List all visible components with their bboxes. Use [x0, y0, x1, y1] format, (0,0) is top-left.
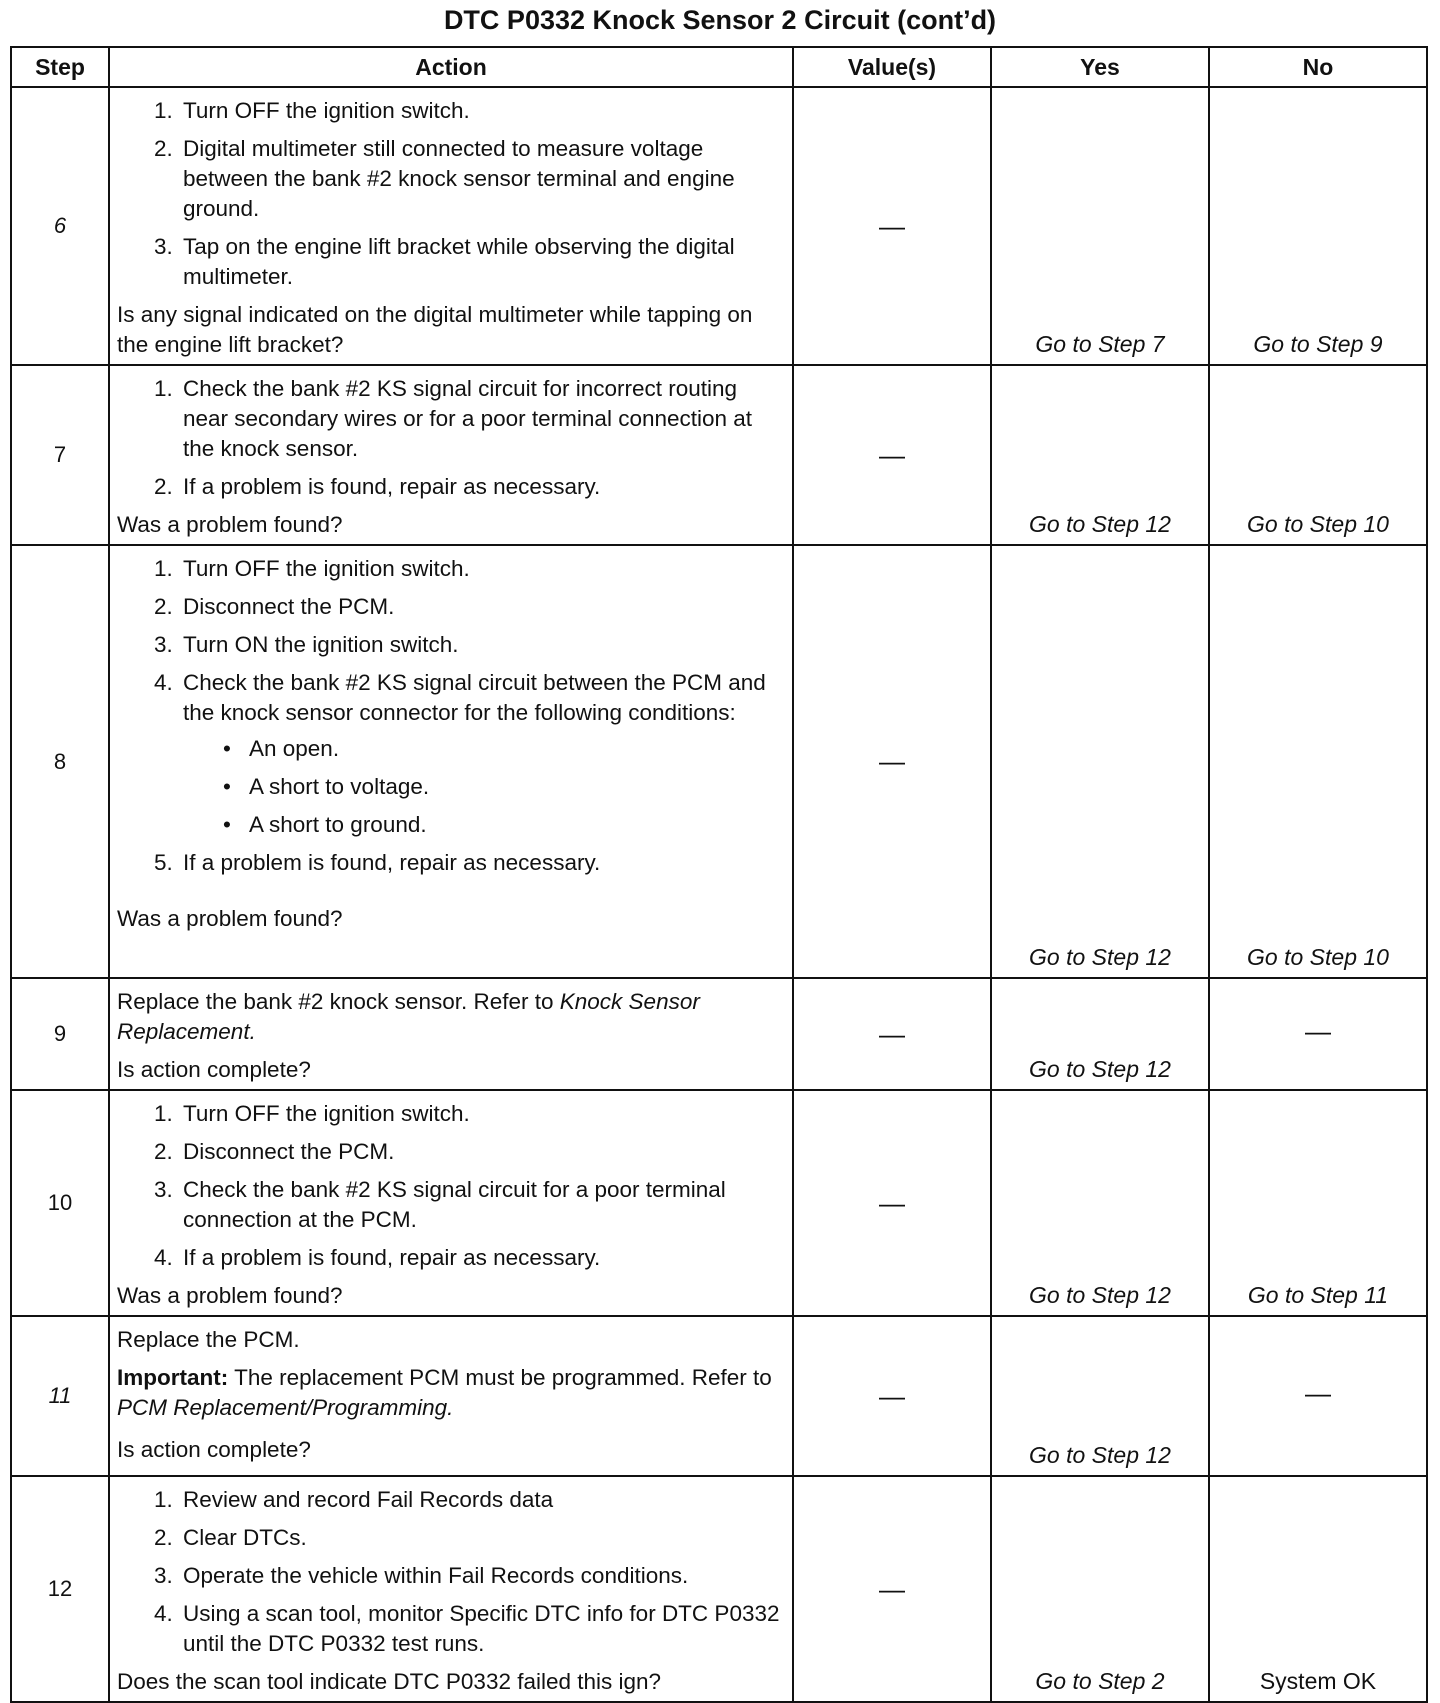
yes-result: Go to Step 12: [991, 978, 1209, 1090]
action-question: Is any signal indicated on the digital multimeter while tapping on the engine lift bracket?: [117, 302, 753, 357]
no-result: Go to Step 10: [1209, 365, 1427, 545]
action-item: 1. Turn OFF the ignition switch.: [179, 96, 784, 126]
column-header-values: Value(s): [793, 47, 991, 87]
step-number: 8: [11, 545, 109, 978]
action-item: 1. Review and record Fail Records data: [179, 1485, 784, 1515]
reference-link: PCM Replacement/Programming.: [117, 1395, 454, 1420]
diagnostic-table: [10, 46, 1428, 1703]
table-row: [11, 978, 1427, 1090]
action-item: 2. Disconnect the PCM.: [179, 592, 784, 622]
yes-result: Go to Step 12: [991, 365, 1209, 545]
value-cell: —: [793, 365, 991, 545]
action-item: 3. Turn ON the ignition switch.: [179, 630, 784, 660]
action-item: [179, 668, 784, 840]
no-result: Go to Step 10: [1209, 545, 1427, 978]
action-text: Replace the bank #2 knock sensor. Refer to: [117, 989, 560, 1014]
action-item: 4. If a problem is found, repair as necessary.: [179, 1243, 784, 1273]
action-cell: [109, 1476, 793, 1702]
action-item: 1. Turn OFF the ignition switch.: [179, 554, 784, 584]
condition-item: • An open.: [219, 734, 784, 764]
table-row: [11, 365, 1427, 545]
yes-result: Go to Step 7: [991, 87, 1209, 365]
action-item: 3. Check the bank #2 KS signal circuit for a poor terminal connection at the PCM.: [179, 1175, 784, 1235]
action-cell: [109, 1316, 793, 1476]
action-cell: [109, 1090, 793, 1316]
action-cell: [109, 978, 793, 1090]
value-cell: —: [793, 978, 991, 1090]
value-cell: —: [793, 545, 991, 978]
action-question: Does the scan tool indicate DTC P0332 failed this ign?: [117, 1669, 662, 1694]
step-number: 11: [11, 1316, 109, 1476]
action-item: 2. If a problem is found, repair as necessary.: [179, 472, 784, 502]
table-row: [11, 87, 1427, 365]
yes-result: Go to Step 2: [991, 1476, 1209, 1702]
action-question: Is action complete?: [117, 1057, 311, 1082]
step-number: 12: [11, 1476, 109, 1702]
condition-item: • A short to voltage.: [219, 772, 784, 802]
action-question: Is action complete?: [117, 1437, 311, 1462]
column-header-action: Action: [109, 47, 793, 87]
yes-result: Go to Step 12: [991, 1316, 1209, 1476]
action-item-text: Check the bank #2 KS signal circuit between the PCM and the knock sensor connector for the following conditions:: [183, 670, 766, 725]
column-header-step: Step: [11, 47, 109, 87]
action-item: 3. Tap on the engine lift bracket while observing the digital multimeter.: [179, 232, 784, 292]
table-header-row: [11, 47, 1427, 87]
important-text: The replacement PCM must be programmed. Refer to: [228, 1365, 772, 1390]
table-row: [11, 1090, 1427, 1316]
reference-link: Knock Sensor Replacement.: [117, 989, 700, 1044]
important-label: Important:: [117, 1365, 229, 1390]
action-question: Was a problem found?: [117, 512, 343, 537]
action-question: Was a problem found?: [117, 906, 343, 931]
table-row: [11, 1476, 1427, 1702]
step-number: 7: [11, 365, 109, 545]
step-number: 10: [11, 1090, 109, 1316]
action-item: 2. Clear DTCs.: [179, 1523, 784, 1553]
action-item: 1. Turn OFF the ignition switch.: [179, 1099, 784, 1129]
action-item: 3. Operate the vehicle within Fail Records conditions.: [179, 1561, 784, 1591]
step-number: 9: [11, 978, 109, 1090]
condition-list: [183, 734, 784, 840]
no-result: —: [1209, 1316, 1427, 1476]
action-cell: [109, 545, 793, 978]
no-result: System OK: [1209, 1476, 1427, 1702]
page-title: DTC P0332 Knock Sensor 2 Circuit (cont’d): [443, 5, 997, 35]
action-question: Was a problem found?: [117, 1283, 343, 1308]
condition-item: • A short to ground.: [219, 810, 784, 840]
action-item: 2. Disconnect the PCM.: [179, 1137, 784, 1167]
column-header-yes: Yes: [991, 47, 1209, 87]
value-cell: —: [793, 1090, 991, 1316]
yes-result: Go to Step 12: [991, 1090, 1209, 1316]
value-cell: —: [793, 1476, 991, 1702]
action-item: 4. Using a scan tool, monitor Specific DTC info for DTC P0332 until the DTC P0332 test runs.: [179, 1599, 784, 1659]
no-result: Go to Step 11: [1209, 1090, 1427, 1316]
action-item: 5. If a problem is found, repair as necessary.: [179, 848, 784, 878]
yes-result: Go to Step 12: [991, 545, 1209, 978]
value-cell: —: [793, 87, 991, 365]
action-cell: [109, 87, 793, 365]
no-result: —: [1209, 978, 1427, 1090]
action-item: 2. Digital multimeter still connected to measure voltage between the bank #2 knock sensor terminal and engine ground.: [179, 134, 784, 224]
action-text: Replace the PCM.: [117, 1327, 300, 1352]
table-row: [11, 545, 1427, 978]
table-row: [11, 1316, 1427, 1476]
action-cell: [109, 365, 793, 545]
action-item: 1. Check the bank #2 KS signal circuit for incorrect routing near secondary wires or for a poor terminal connection at the knock sensor.: [179, 374, 784, 464]
step-number: 6: [11, 87, 109, 365]
value-cell: —: [793, 1316, 991, 1476]
no-result: Go to Step 9: [1209, 87, 1427, 365]
column-header-no: No: [1209, 47, 1427, 87]
